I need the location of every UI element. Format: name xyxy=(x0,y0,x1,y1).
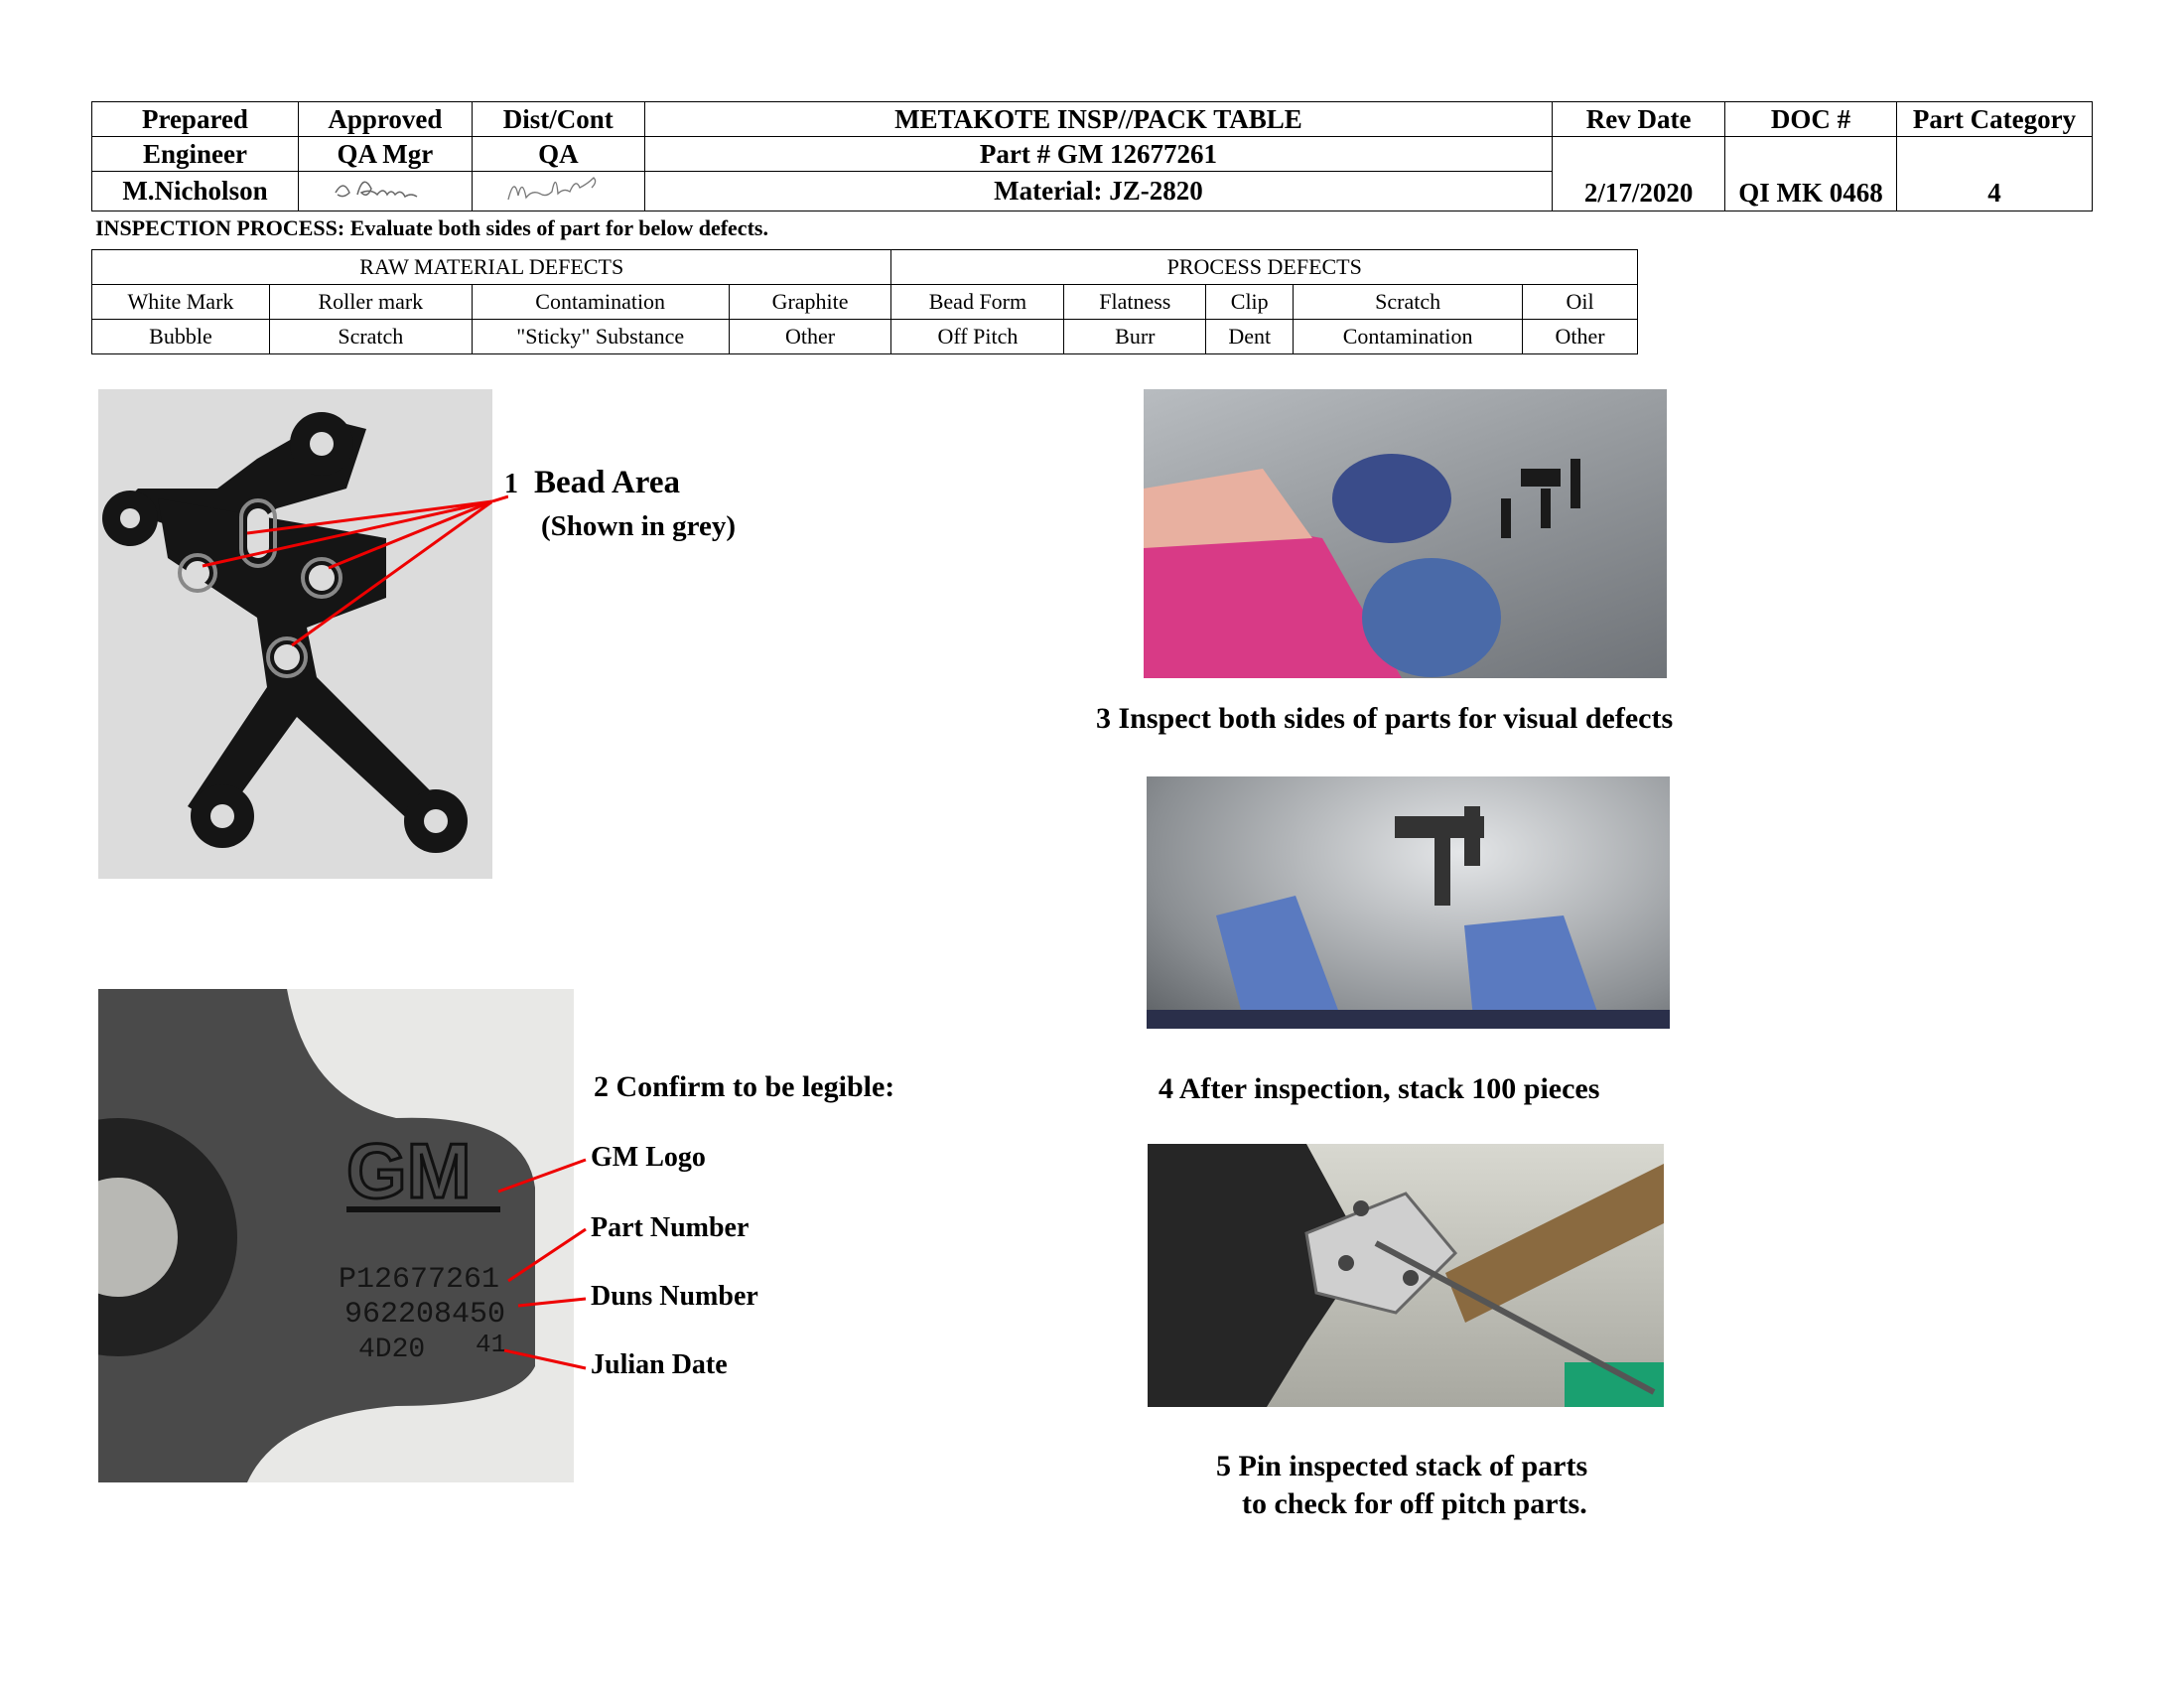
prepared-label: Prepared xyxy=(92,102,299,137)
document-title: METAKOTE INSP//PACK TABLE xyxy=(644,102,1552,137)
step-1-subtitle: (Shown in grey) xyxy=(541,510,737,542)
defect-cell: Bubble xyxy=(92,320,270,354)
step-5-line-2: to check for off pitch parts. xyxy=(1242,1487,1587,1520)
role-qa: QA xyxy=(472,137,644,172)
role-qa-mgr: QA Mgr xyxy=(298,137,472,172)
defects-table xyxy=(91,249,1638,354)
category-label: Part Category xyxy=(1896,102,2092,137)
doc-number: QI MK 0468 xyxy=(1725,137,1897,211)
legible-item-gm-logo: GM Logo xyxy=(591,1142,706,1173)
legible-item-julian-date: Julian Date xyxy=(591,1349,728,1380)
material: Material: JZ-2820 xyxy=(644,172,1552,211)
defect-cell: Scratch xyxy=(269,320,472,354)
qa-signature xyxy=(472,172,644,211)
pin-stack-photo xyxy=(1148,1144,1664,1407)
defect-cell: Clip xyxy=(1206,285,1294,320)
part-bead-area-photo xyxy=(98,389,492,879)
stamp-part-number: P12677261 xyxy=(339,1263,500,1297)
defect-cell: Other xyxy=(1523,320,1638,354)
defect-cell: Graphite xyxy=(729,285,891,320)
step-1-title: Bead Area xyxy=(534,465,680,500)
approved-label: Approved xyxy=(298,102,472,137)
defect-cell: Burr xyxy=(1064,320,1206,354)
stamp-gm-logo: GM xyxy=(346,1127,472,1214)
inspection-process-note: INSPECTION PROCESS: Evaluate both sides of part for below defects. xyxy=(95,215,768,240)
stamp-duns: 962208450 xyxy=(344,1298,506,1332)
defect-cell: Oil xyxy=(1523,285,1638,320)
dist-cont-label: Dist/Cont xyxy=(472,102,644,137)
qa-mgr-signature xyxy=(298,172,472,211)
role-engineer: Engineer xyxy=(92,137,299,172)
rev-date: 2/17/2020 xyxy=(1553,137,1725,211)
defect-cell: Other xyxy=(729,320,891,354)
step-3-title: 3 Inspect both sides of parts for visual defects xyxy=(1096,702,1674,735)
stamp-julian: 4D20 xyxy=(358,1335,426,1365)
defect-cell: Flatness xyxy=(1064,285,1206,320)
legible-item-part-number: Part Number xyxy=(591,1212,750,1243)
process-defects-header: PROCESS DEFECTS xyxy=(891,250,1638,285)
defect-cell: Dent xyxy=(1206,320,1294,354)
step-5-line-1: 5 Pin inspected stack of parts xyxy=(1216,1450,1588,1482)
defect-cell: White Mark xyxy=(92,285,270,320)
raw-material-defects-header: RAW MATERIAL DEFECTS xyxy=(92,250,891,285)
step-1-number: 1 xyxy=(504,469,518,499)
doc-label: DOC # xyxy=(1725,102,1897,137)
step-2-title: 2 Confirm to be legible: xyxy=(594,1070,895,1103)
defect-cell: "Sticky" Substance xyxy=(472,320,729,354)
stack-parts-photo xyxy=(1147,776,1670,1029)
defect-cell: Scratch xyxy=(1294,285,1523,320)
defect-cell: Roller mark xyxy=(269,285,472,320)
part-number: Part # GM 12677261 xyxy=(644,137,1552,172)
part-category: 4 xyxy=(1896,137,2092,211)
prepared-by: M.Nicholson xyxy=(92,172,299,211)
rev-date-label: Rev Date xyxy=(1553,102,1725,137)
defect-cell: Contamination xyxy=(472,285,729,320)
stamp-julian-suffix: 41 xyxy=(476,1330,507,1359)
defect-cell: Contamination xyxy=(1294,320,1523,354)
defect-cell: Off Pitch xyxy=(891,320,1064,354)
inspect-parts-photo xyxy=(1144,389,1667,678)
step-4-title: 4 After inspection, stack 100 pieces xyxy=(1159,1072,1600,1105)
defect-cell: Bead Form xyxy=(891,285,1064,320)
marking-arrows xyxy=(486,1142,596,1380)
header-table xyxy=(91,101,2093,211)
legible-item-duns-number: Duns Number xyxy=(591,1281,758,1312)
